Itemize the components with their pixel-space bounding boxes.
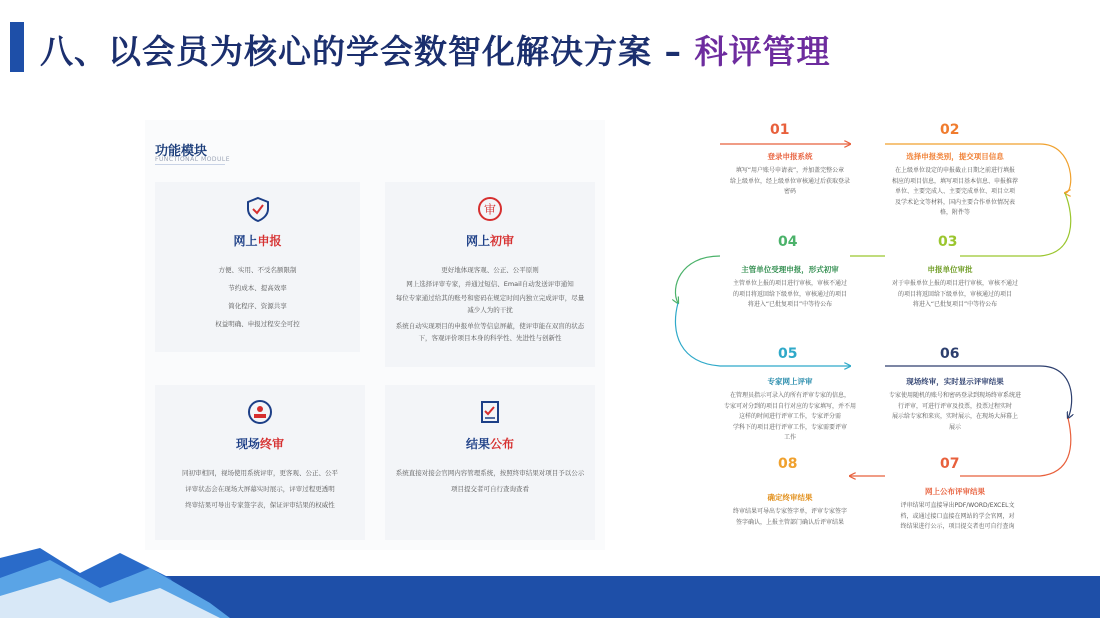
step-title: 专家网上评审 bbox=[767, 377, 813, 386]
step-description: 评审结果可直接导出PDF/WORD/EXCEL文 档，或通过接口直接在网站的学会官网，对 终结果进行公示，项目提交者也可自行查询 bbox=[900, 502, 1015, 530]
step-title: 确定终审结果 bbox=[767, 493, 813, 502]
card-lines: 同初审相同，视场使用系统评审，更客观、公正、公平 评审状态会在现场大屏幕实时展示，评审过程更透明 终审结果可导出专家签字表，保证评审结果的权威性 bbox=[182, 469, 338, 509]
step-description: 在管理员指示可录入的所有评审专家的信息， 专家可对分到的项目自行对应的专家填写，并不用 这样的时间进行评审工作，专家评分需 学科下的项目进行评审工作，专家需要评审 工作 bbox=[723, 392, 856, 441]
svg-text:审: 审 bbox=[483, 202, 497, 217]
step-description: 终审结果可导出专家签字单，评审专家签字 签字确认，上报主管部门确认后评审结果 bbox=[732, 508, 847, 526]
card-title: 网上初审 bbox=[465, 234, 515, 248]
page-title bbox=[40, 26, 831, 73]
step-description: 对于申报单位上报的项目进行审核，审核不通过 的项目将返回给下级单位，审核通过的项目 将进入“已批复项目”中等待公布 bbox=[891, 280, 1018, 308]
card-title: 网上申报 bbox=[233, 234, 282, 248]
step-title: 登录申报系统 bbox=[767, 152, 813, 161]
step-description: 在上级单位设定的申报截止日期之前进行填报 相应的项目信息，填写项目基本信息、申报推荐 单位、主要完成人、主要完成单位、项目立项 及学术论文等材料，国内主要合作单位情况表 格，附件等 bbox=[891, 167, 1018, 216]
card-online-preliminary-review bbox=[385, 182, 595, 367]
step-title: 申报单位审批 bbox=[927, 265, 973, 274]
step-description: 填写“用户账号申请表”，并加盖完整公章 给上级单位，经上级单位审核通过后获取登录 密码 bbox=[729, 167, 850, 195]
footer-decorative-band bbox=[0, 548, 1100, 618]
step-title: 网上公布评审结果 bbox=[925, 487, 985, 496]
step-number: 06 bbox=[940, 346, 960, 362]
step-number: 08 bbox=[778, 456, 798, 472]
module-title: 功能模块 bbox=[155, 144, 208, 159]
module-divider bbox=[155, 164, 225, 165]
card-title: 现场终审 bbox=[235, 437, 285, 451]
step-number: 05 bbox=[778, 346, 798, 362]
card-lines: 方便、实用、不受名额限制 节约成本、提高效率 简化程序、资源共享 权益明确、申报过程安全可控 bbox=[215, 266, 300, 328]
shield-check-icon bbox=[245, 196, 271, 222]
step-title: 主管单位受理申报，形式初审 bbox=[741, 265, 839, 274]
checklist-icon bbox=[477, 399, 503, 425]
step-number: 03 bbox=[938, 234, 958, 250]
step-number: 01 bbox=[770, 122, 790, 138]
card-lines: 系统直接对接会官网内容管理系统，按照终审结果对项目予以公示 项目提交者可自行查询查看 bbox=[395, 469, 585, 493]
process-flow bbox=[660, 118, 1085, 548]
step-description: 专家使用随机的账号和密码登录到现场终审系统进 行评审，可进行评审及投票，投票过程实时 展示给专家和来宾，实时展示，在现场大屏幕上 展示 bbox=[888, 392, 1021, 431]
step-number: 04 bbox=[778, 234, 798, 250]
step-number: 07 bbox=[940, 456, 960, 472]
title-accent-bar bbox=[10, 22, 24, 72]
step-number: 02 bbox=[940, 122, 960, 138]
card-online-submission bbox=[155, 182, 360, 352]
step-title: 选择申报类别，提交项目信息 bbox=[906, 152, 1004, 161]
card-result-publication bbox=[385, 385, 595, 540]
card-lines: 更好地体现客观、公正、公平原则 网上选择评审专家，并通过短信、Email自动发送评审通知 每位专家通过给其的账号和密码在规定时间内独立完成评审，尽量减少人为的干扰 系统自动实现项目的申报单位等信息屏蔽，使评审能在双盲的状态下，客观评价项目本身的科学性、先进性与创新性 bbox=[395, 266, 585, 342]
card-onsite-final-review bbox=[155, 385, 365, 540]
card-title: 结果公布 bbox=[465, 437, 515, 451]
page-title-accent: 科评管理 bbox=[694, 32, 831, 71]
step-description: 主管单位上报的项目进行审核，审核不通过 的项目将返回给下级单位，审核通过的项目 将进入“已批复项目”中等待公布 bbox=[732, 280, 847, 308]
page-title-main: 八、以会员为核心的学会数智化解决方案 – bbox=[40, 32, 682, 71]
person-badge-icon bbox=[247, 399, 273, 425]
step-title: 现场终审，实时显示评审结果 bbox=[906, 377, 1004, 386]
review-seal-icon bbox=[477, 196, 503, 222]
module-subtitle: FUNCTIONAL MODULE bbox=[155, 156, 231, 163]
